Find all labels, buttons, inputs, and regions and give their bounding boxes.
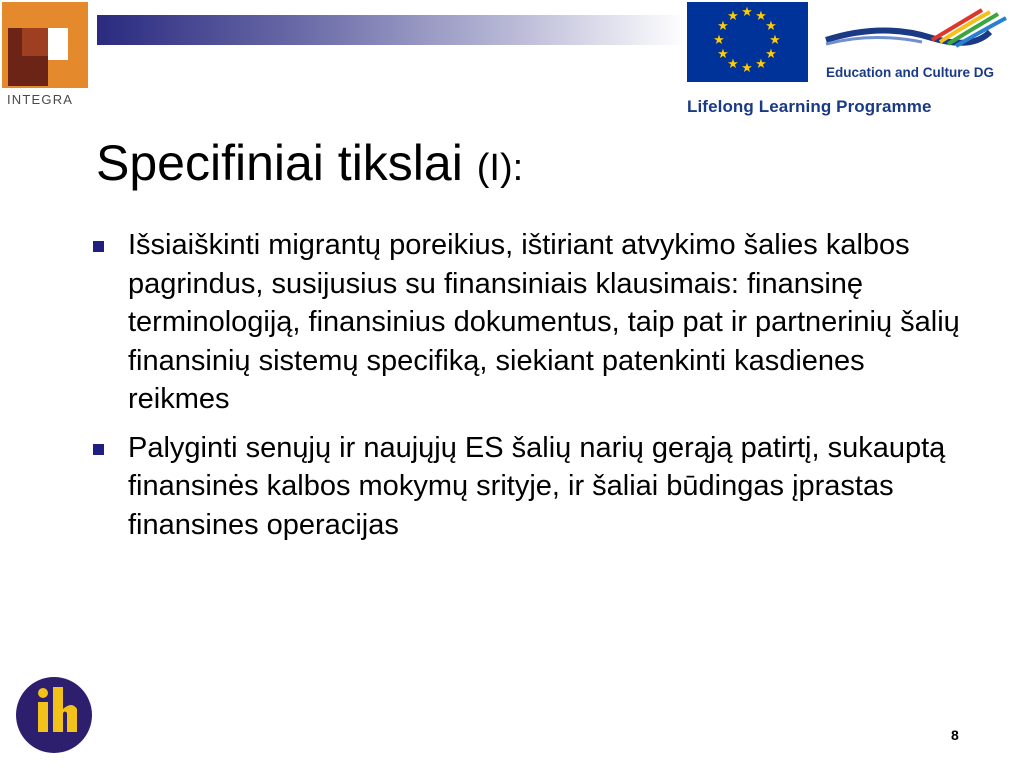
square-bullet-icon [93,241,104,252]
ih-logo [14,675,94,755]
bullet-text-1: Išsiaiškinti migrantų poreikius, ištiriant atvykimo šalies kalbos pagrindus, susijusius su finansiniais klausimais: finansinę terminologiją, finansinius dokumentus, taip pat ir partnerinių šalių finansinių sistemų specifiką, siekiant patenkinti kasdienes reikmes [128,229,960,415]
svg-text:★: ★ [741,61,753,76]
eu-flag-logo [687,2,808,82]
header-gradient-bar [97,15,687,45]
bullet-list [90,226,990,554]
svg-text:★: ★ [717,47,729,62]
slide-title-suffix: (I): [476,147,524,189]
svg-text:★: ★ [755,57,767,72]
square-bullet-icon [93,444,104,455]
bullet-item-2 [90,429,973,545]
bullet-text-2: Palyginti senųjų ir naujųjų ES šalių narių gerąją patirtį, sukauptą finansinės kalbos mokymų srityje, ir šaliai būdingas įprastas finansines operacijas [128,431,946,541]
integra-logo-text: INTEGRA [7,92,74,107]
svg-text:★: ★ [765,47,777,62]
slide-title-main: Specifiniai tikslai [96,135,463,191]
lifelong-learning-programme-text: Lifelong Learning Programme [687,97,932,116]
svg-text:★: ★ [713,33,725,48]
svg-text:★: ★ [769,33,781,48]
svg-text:★: ★ [727,9,739,24]
svg-text:★: ★ [727,57,739,72]
slide-title [96,134,523,192]
education-culture-dg-text: Education and Culture DG [826,65,995,80]
page-number: 8 [951,727,959,743]
svg-text:★: ★ [717,19,729,34]
bullet-item-1 [90,226,973,419]
lifelong-learning-swoosh-logo [822,2,1022,62]
svg-text:★: ★ [755,9,767,24]
svg-text:★: ★ [765,19,777,34]
integra-logo [0,0,100,115]
svg-text:★: ★ [741,5,753,20]
